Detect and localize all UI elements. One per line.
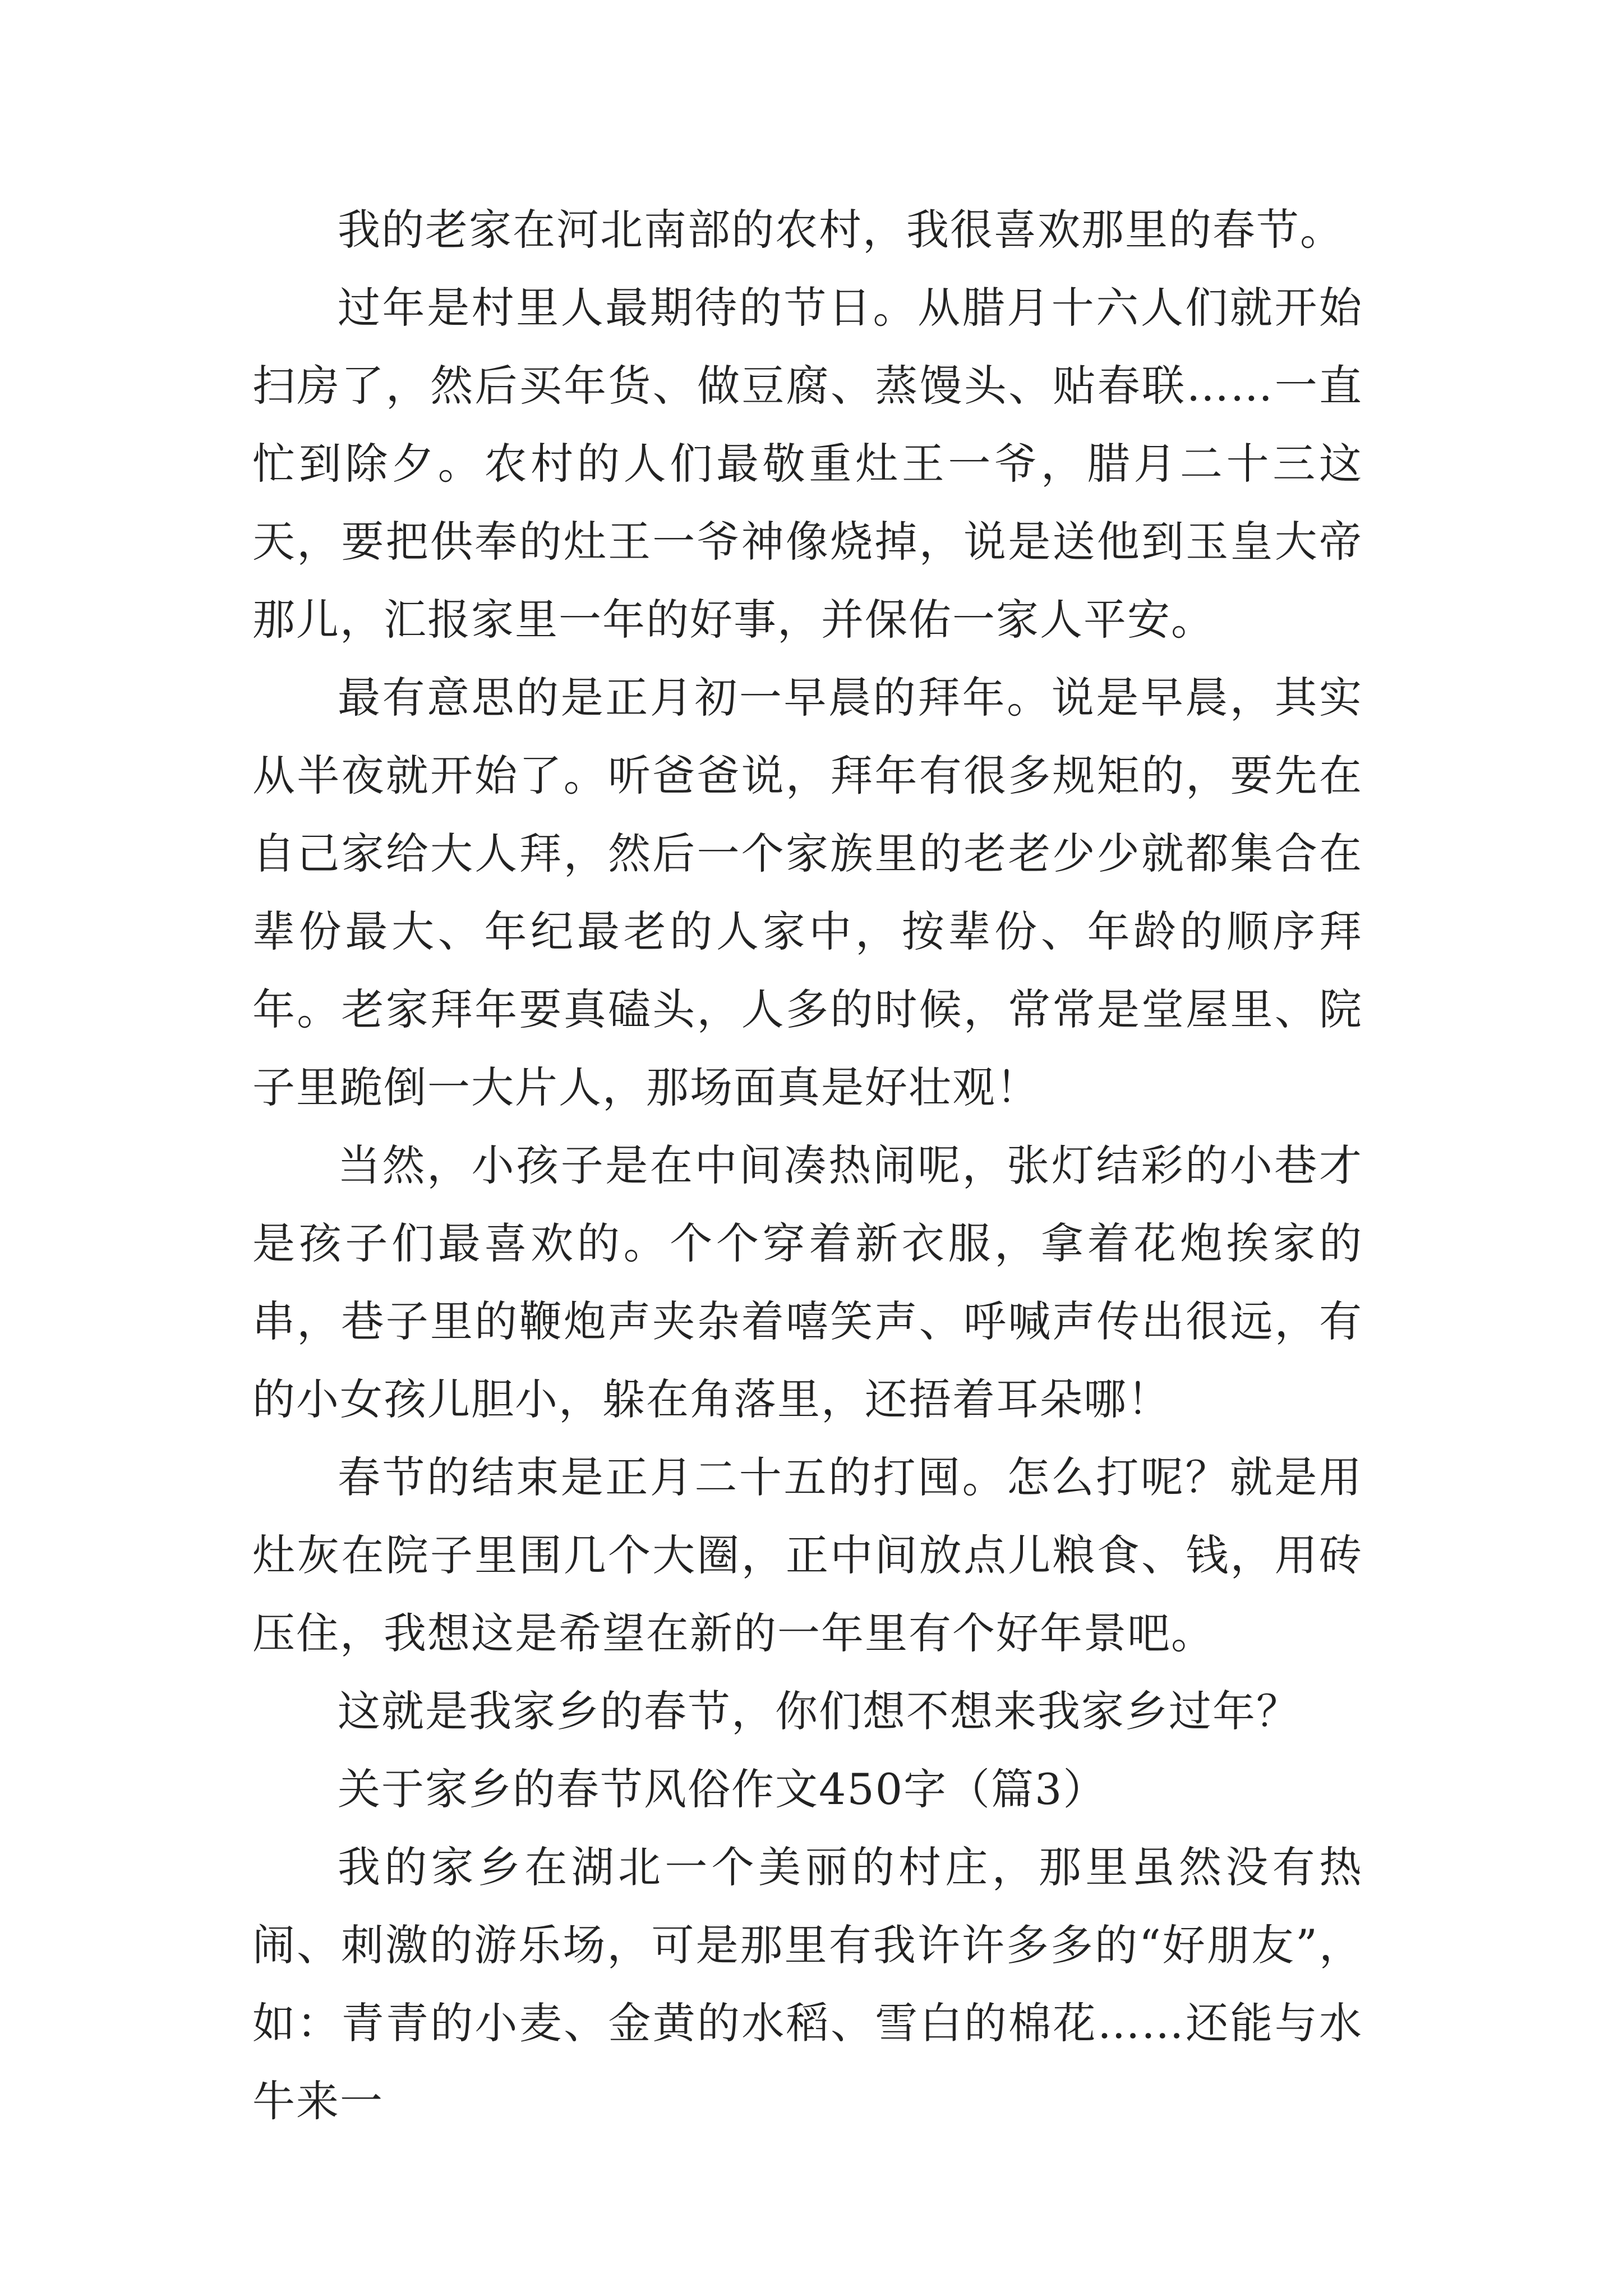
paragraph-3: 最有意思的是正月初一早晨的拜年。说是早晨，其实从半夜就开始了。听爸爸说，拜年有很多规矩的，要先在自己家给大人拜，然后一个家族里的老老少少就都集合在辈份最大、年纪最老的人家中，按辈份、年龄的顺序拜年。老家拜年要真磕头，人多的时候，常常是堂屋里、院子里跪倒一大片人，那场面真是好壮观！ bbox=[252, 673, 1363, 1112]
paragraph-7: 我的家乡在湖北一个美丽的村庄，那里虽然没有热闹、刺激的游乐场，可是那里有我许许多多的“好朋友”，如：青青的小麦、金黄的水稻、雪白的棉花……还能与水牛来一 bbox=[252, 1842, 1363, 2126]
paragraph-6: 这就是我家乡的春节，你们想不想来我家乡过年？ bbox=[338, 1686, 1300, 1736]
section-heading: 关于家乡的春节风俗作文450字（篇3） bbox=[338, 1764, 1107, 1814]
paragraph-5: 春节的结束是正月二十五的打囤。怎么打呢？就是用灶灰在院子里围几个大圈，正中间放点儿粮食、钱，用砖压住，我想这是希望在新的一年里有个好年景吧。 bbox=[252, 1452, 1363, 1658]
paragraph-2: 过年是村里人最期待的节日。从腊月十六人们就开始扫房了，然后买年货、做豆腐、蒸馒头、贴春联……一直忙到除夕。农村的人们最敬重灶王一爷，腊月二十三这天，要把供奉的灶王一爷神像烧掉，说是送他到玉皇大帝那儿，汇报家里一年的好事，并保佑一家人平安。 bbox=[252, 283, 1363, 645]
text-column bbox=[252, 191, 1363, 2140]
paragraph-4: 当然，小孩子是在中间凑热闹呢，张灯结彩的小巷才是孩子们最喜欢的。个个穿着新衣服，拿着花炮挨家的串，巷子里的鞭炮声夹杂着嘻笑声、呼喊声传出很远，有的小女孩儿胆小，躲在角落里，还捂着耳朵哪！ bbox=[252, 1140, 1363, 1424]
paragraph-1: 我的老家在河北南部的农村，我很喜欢那里的春节。 bbox=[338, 205, 1344, 255]
